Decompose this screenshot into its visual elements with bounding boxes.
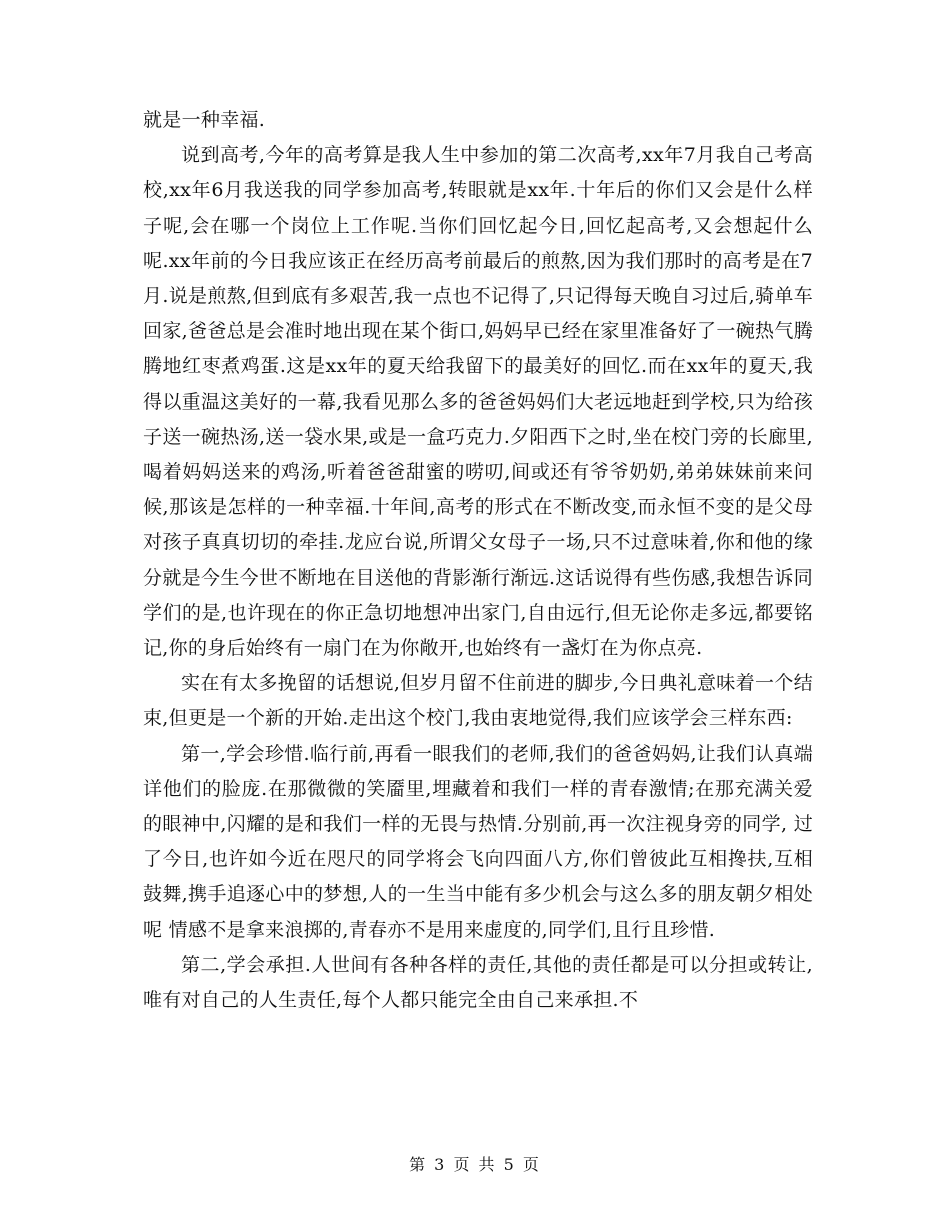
paragraph-college-entrance-exam: 说到高考,今年的高考算是我人生中参加的第二次高考,xx年7月我自己考高校,xx年6月我送我的同学参加高考,转眼就是xx年.十年后的你们又会是什么样子呢,会在哪一个岗位上工作呢.当你们回忆起今日,回忆起高考,又会想起什么呢.xx年前的今日我应该正在经历高考前最后的煎熬,因为我们那时的高考是在7月.说是煎熬,但到底有多艰苦,我一点也不记得了,只记得每天晚自习过后,骑单车回家,爸爸总是会准时地出现在某个街口,妈妈早已经在家里准备好了一碗热气腾腾地红枣煮鸡蛋.这是xx年的夏天给我留下的最美好的回忆.而在xx年的夏天,我得以重温这美好的一幕,我看见那么多的爸爸妈妈们大老远地赶到学校,只为给孩子送一碗热汤,送一袋水果,或是一盒巧克力.夕阳西下之时,坐在校门旁的长廊里,喝着妈妈送来的鸡汤,听着爸爸甜蜜的唠叨,间或还有爷爷奶奶,弟弟妹妹前来问候,那该是怎样的一种幸福.十年间,高考的形式在不断改变,而永恒不变的是父母对孩子真真切切的牵挂.龙应台说,所谓父女母子一场,只不过意味着,你和他的缘分就是今生今世不断地在目送他的背影渐行渐远.这话说得有些伤感,我想告诉同学们的是,也许现在的你正急切地想冲出家门,自由远行,但无论你走多远,都要铭记,你的身后始终有一扇门在为你敞开,也始终有一盏灯在为你点亮. bbox=[143, 144, 813, 660]
page-footer: 第 3 页 共 5 页 bbox=[409, 1155, 541, 1174]
document-body bbox=[143, 103, 813, 1018]
paragraph-second-responsibility: 第二,学会承担.人世间有各种各样的责任,其他的责任都是可以分担或转让,唯有对自己的人生责任,每个人都只能完全由自己来承担.不 bbox=[143, 953, 813, 1012]
paragraph-continuation: 就是一种幸福. bbox=[143, 109, 266, 131]
paragraph-first-cherish: 第一,学会珍惜.临行前,再看一眼我们的老师,我们的爸爸妈妈,让我们认真端详他们的脸庞.在那微微的笑靥里,埋藏着和我们一样的青春激情;在那充满关爱的眼神中,闪耀的是和我们一样的无畏与热情.分别前,再一次注视身旁的同学, 过了今日,也许如今近在咫尺的同学将会飞向四面八方,你们曾彼此互相搀扶,互相鼓舞,携手追逐心中的梦想,人的一生当中能有多少机会与这么多的朋友朝夕相处呢 情感不是拿来浪掷的,青春亦不是用来虚度的,同学们,且行且珍惜. bbox=[143, 742, 813, 941]
paragraph-three-things: 实在有太多挽留的话想说,但岁月留不住前进的脚步,今日典礼意味着一个结束,但更是一个新的开始.走出这个校门,我由衷地觉得,我们应该学会三样东西: bbox=[143, 672, 813, 730]
